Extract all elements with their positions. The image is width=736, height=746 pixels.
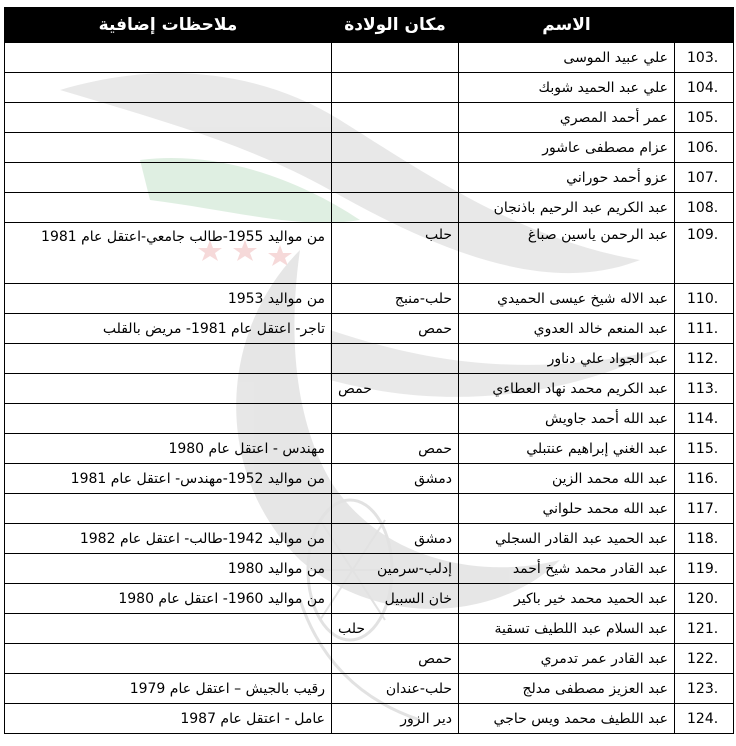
row-place — [332, 344, 459, 374]
row-number: 112. — [675, 344, 734, 374]
table-row — [5, 43, 734, 73]
row-name: عبد الله محمد الزين — [459, 464, 675, 494]
table-row — [5, 554, 734, 584]
row-notes — [5, 494, 332, 524]
row-number: 110. — [675, 284, 734, 314]
row-number: 113. — [675, 374, 734, 404]
row-notes — [5, 133, 332, 163]
row-number: 104. — [675, 73, 734, 103]
row-notes — [5, 344, 332, 374]
row-place: حلب — [332, 614, 459, 644]
row-name: عمر أحمد المصري — [459, 103, 675, 133]
row-name: عبد الحميد عبد القادر السجلي — [459, 524, 675, 554]
row-place: دمشق — [332, 464, 459, 494]
table-row — [5, 223, 734, 284]
row-place — [332, 193, 459, 223]
row-number: 108. — [675, 193, 734, 223]
row-notes — [5, 644, 332, 674]
row-place: حمص — [332, 314, 459, 344]
table-row — [5, 193, 734, 223]
row-notes — [5, 73, 332, 103]
row-number: 119. — [675, 554, 734, 584]
row-number: 115. — [675, 434, 734, 464]
table-row — [5, 524, 734, 554]
row-name: عزام مصطفى عاشور — [459, 133, 675, 163]
row-place — [332, 43, 459, 73]
row-place: حلب-عندان — [332, 674, 459, 704]
row-name: عبد العزيز مصطفى مدلج — [459, 674, 675, 704]
row-notes — [5, 193, 332, 223]
table-row — [5, 434, 734, 464]
table-row — [5, 73, 734, 103]
header-place: مكان الولادة — [332, 8, 459, 43]
row-name: علي عبد الحميد شوبك — [459, 73, 675, 103]
row-place — [332, 103, 459, 133]
row-notes: من مواليد 1955-طالب جامعي-اعتقل عام 1981 — [5, 223, 332, 284]
table-row — [5, 284, 734, 314]
table-row — [5, 704, 734, 734]
row-place: حمص — [332, 434, 459, 464]
row-number: 118. — [675, 524, 734, 554]
row-notes: عامل - اعتقل عام 1987 — [5, 704, 332, 734]
row-place: دمشق — [332, 524, 459, 554]
header-number — [675, 8, 734, 43]
row-place: حلب-منبج — [332, 284, 459, 314]
row-name: عبد القادر عمر تدمري — [459, 644, 675, 674]
row-name: عبد الله أحمد جاويش — [459, 404, 675, 434]
row-name: عبد الاله شيخ عيسى الحميدي — [459, 284, 675, 314]
row-number: 106. — [675, 133, 734, 163]
table-row — [5, 584, 734, 614]
row-notes — [5, 404, 332, 434]
row-notes — [5, 374, 332, 404]
row-number: 123. — [675, 674, 734, 704]
row-name: عبد الله محمد حلواني — [459, 494, 675, 524]
row-place: حمص — [332, 644, 459, 674]
row-number: 120. — [675, 584, 734, 614]
row-place: حلب — [332, 223, 459, 284]
table-row — [5, 494, 734, 524]
header-name: الاسم — [459, 8, 675, 43]
table-row — [5, 133, 734, 163]
header-notes: ملاحظات إضافية — [5, 8, 332, 43]
row-notes — [5, 163, 332, 193]
row-notes: من مواليد 1980 — [5, 554, 332, 584]
table-row — [5, 404, 734, 434]
table-row — [5, 344, 734, 374]
row-number: 114. — [675, 404, 734, 434]
row-place: حمص — [332, 374, 459, 404]
detainees-table — [4, 7, 734, 734]
table-row — [5, 614, 734, 644]
row-place — [332, 163, 459, 193]
row-name: عبد السلام عبد اللطيف تسقية — [459, 614, 675, 644]
table-row — [5, 464, 734, 494]
row-name: عبد المنعم خالد العدوي — [459, 314, 675, 344]
row-notes: من مواليد 1942-طالب- اعتقل عام 1982 — [5, 524, 332, 554]
row-name: عبد اللطيف محمد ويس حاجي — [459, 704, 675, 734]
row-notes: رقيب بالجيش – اعتقل عام 1979 — [5, 674, 332, 704]
row-number: 124. — [675, 704, 734, 734]
row-name: عبد الحميد محمد خير باكير — [459, 584, 675, 614]
row-number: 122. — [675, 644, 734, 674]
row-name: عبد الكريم محمد نهاد العطاءي — [459, 374, 675, 404]
row-notes — [5, 103, 332, 133]
row-number: 109. — [675, 223, 734, 284]
row-name: عبد الكريم عبد الرحيم باذنجان — [459, 193, 675, 223]
header-row — [5, 8, 734, 43]
row-notes: تاجر- اعتقل عام 1981- مريض بالقلب — [5, 314, 332, 344]
table-row — [5, 644, 734, 674]
row-place — [332, 494, 459, 524]
row-place — [332, 133, 459, 163]
row-number: 116. — [675, 464, 734, 494]
row-number: 107. — [675, 163, 734, 193]
row-notes — [5, 614, 332, 644]
row-name: عزو أحمد حوراني — [459, 163, 675, 193]
row-notes: من مواليد 1960- اعتقل عام 1980 — [5, 584, 332, 614]
table-row — [5, 314, 734, 344]
table-row — [5, 374, 734, 404]
row-notes: من مواليد 1952-مهندس- اعتقل عام 1981 — [5, 464, 332, 494]
row-place: إدلب-سرمين — [332, 554, 459, 584]
row-notes: مهندس - اعتقل عام 1980 — [5, 434, 332, 464]
row-number: 105. — [675, 103, 734, 133]
row-number: 117. — [675, 494, 734, 524]
table-row — [5, 163, 734, 193]
table-row — [5, 674, 734, 704]
row-name: علي عبيد الموسى — [459, 43, 675, 73]
row-place: دير الزور — [332, 704, 459, 734]
row-name: عبد الجواد علي دناور — [459, 344, 675, 374]
row-notes — [5, 43, 332, 73]
row-number: 111. — [675, 314, 734, 344]
row-number: 121. — [675, 614, 734, 644]
row-name: عبد الرحمن ياسين صباغ — [459, 223, 675, 284]
row-place — [332, 73, 459, 103]
row-place: خان السبيل — [332, 584, 459, 614]
row-place — [332, 404, 459, 434]
table-row — [5, 103, 734, 133]
row-number: 103. — [675, 43, 734, 73]
row-name: عبد الغني إبراهيم عنتبلي — [459, 434, 675, 464]
row-notes: من مواليد 1953 — [5, 284, 332, 314]
row-name: عبد القادر محمد شيخ أحمد — [459, 554, 675, 584]
